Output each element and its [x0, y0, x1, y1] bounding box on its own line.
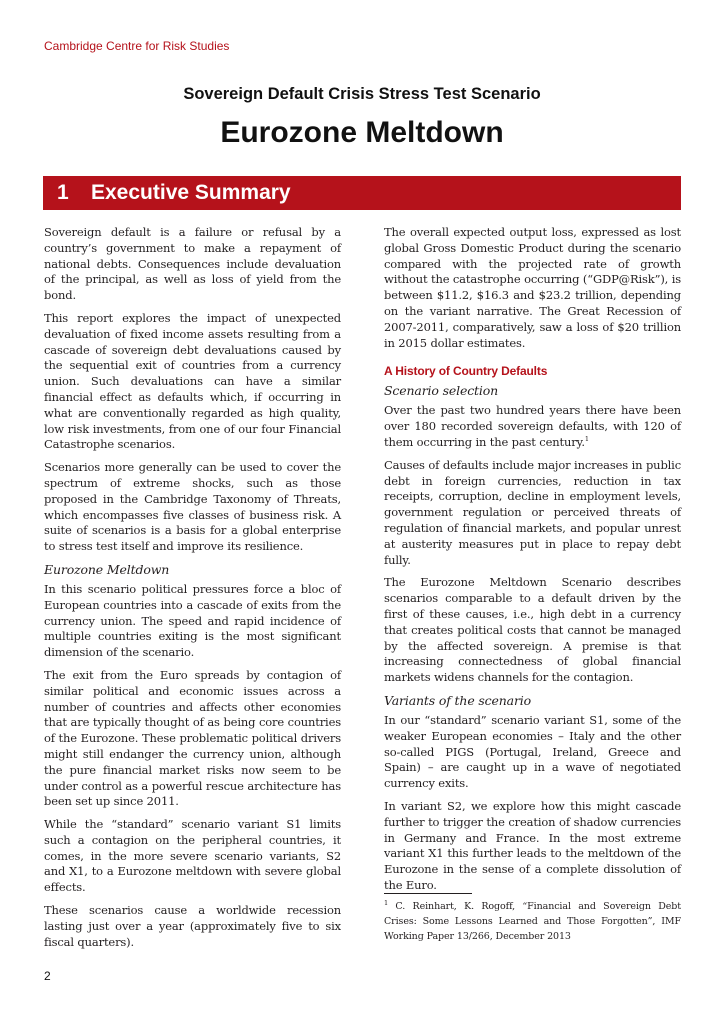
- section-heading-bar: [43, 176, 681, 210]
- paragraph: While the “standard” scenario variant S1 limits such a contagion on the peripheral countries, it comes, in the more severe scenario variants, S2 and X1, to a Eurozone meltdown with severe global effects.: [44, 817, 341, 895]
- footnote-marker: 1: [384, 898, 389, 907]
- left-column: [44, 225, 341, 957]
- paragraph: These scenarios cause a worldwide recession lasting just over a year (approximately five to six fiscal quarters).: [44, 903, 341, 949]
- footnote-reference[interactable]: 1: [584, 435, 589, 444]
- paragraph-text: Over the past two hundred years there have been over 180 recorded sovereign defaults, with 120 of them occurring in the past century.: [384, 403, 681, 449]
- right-column: [384, 225, 681, 901]
- subheading-scenario-selection: Scenario selection: [384, 383, 499, 399]
- paragraph: This report explores the impact of unexpected devaluation of fixed income assets resulting from a cascade of sovereign debt devaluations caused by the sequential exit of countries from a currency union. Such devaluations can have a similar financial effect as defaults which, if occurring in what are conventionally regarded as high quality, low risk investments, from one of our four Financial Catastrophe scenarios.: [44, 310, 341, 452]
- paragraph: The overall expected output loss, expressed as lost global Gross Domestic Product during the scenario compared with the projected rate of growth without the catastrophe occurring (“GDP@Risk”), is between $11.2, $16.3 and $23.2 trillion, depending on the variant narrative. The Great Recession of 2007-2011, comparatively, saw a loss of $20 trillion in 2015 dollar estimates.: [384, 225, 681, 350]
- heading-history-of-defaults: A History of Country Defaults: [384, 364, 548, 379]
- subheading-variants: Variants of the scenario: [384, 692, 532, 708]
- subheading-eurozone-meltdown: Eurozone Meltdown: [44, 561, 170, 577]
- paragraph: Causes of defaults include major increases in public debt in foreign currencies, reduction in tax receipts, corruption, decline in employment levels, government regulation or perceived threats of regulation of financial markets, and popular unrest at austerity measures put in place to repay debt fully.: [384, 457, 681, 567]
- header-organization: Cambridge Centre for Risk Studies: [44, 39, 230, 53]
- paragraph: Sovereign default is a failure or refusal by a country’s government to make a repayment of national debts. Consequences include devaluation of the principal, as well as loss of yield from the bond.: [44, 225, 341, 303]
- document-subtitle: Sovereign Default Crisis Stress Test Scenario: [183, 85, 541, 103]
- section-number: 1: [57, 181, 69, 204]
- paragraph: In our “standard” scenario variant S1, some of the weaker European economies – Italy and the other so-called PIGS (Portugal, Ireland, Greece and Spain) – are caught up in a wave of negotiated currency exits.: [384, 712, 681, 791]
- document-title: Eurozone Meltdown: [220, 116, 504, 149]
- section-title: Executive Summary: [91, 181, 291, 204]
- paragraph: In this scenario political pressures force a bloc of European countries into a cascade of exits from the currency union. The speed and rapid incidence of multiple countries exiting is the most significant dimension of the scenario.: [44, 581, 341, 660]
- paragraph: Scenarios more generally can be used to cover the spectrum of extreme shocks, such as those proposed in the Cambridge Taxonomy of Threats, which encompasses five classes of business risk. A suite of scenarios is a basis for a global enterprise to stress test itself and improve its resilience.: [44, 460, 341, 554]
- footnote-divider: [384, 893, 472, 894]
- paragraph: The Eurozone Meltdown Scenario describes scenarios comparable to a default driven by the first of these causes, i.e., high debt in a currency that creates political costs that cannot be managed by the affected sovereign. A premise is that increasing connectedness of global financial markets widens channels for the contagion.: [384, 575, 681, 685]
- page-number: 2: [44, 969, 51, 983]
- paragraph: In variant S2, we explore how this might cascade further to trigger the creation of shadow currencies in Germany and France. In the most extreme variant X1 this further leads to the meltdown of the Eurozone in the sense of a complete dissolution of the Euro.: [384, 798, 681, 892]
- paragraph-with-footnote: [384, 403, 681, 450]
- footnote-text: C. Reinhart, K. Rogoff, “Financial and Sovereign Debt Crises: Some Lessons Learned and Those Forgotten”, IMF Working Paper 13/266, December 2013: [384, 901, 681, 942]
- paragraph: The exit from the Euro spreads by contagion of similar political and economic issues across a number of countries and affects other economies that are typically thought of as being core countries of the Eurozone. These problematic political drivers might still endanger the currency union, although the pure financial market risks now seem to be under control as a powerful rescue architecture has been set up since 2011.: [44, 667, 341, 809]
- footnote: [384, 899, 681, 944]
